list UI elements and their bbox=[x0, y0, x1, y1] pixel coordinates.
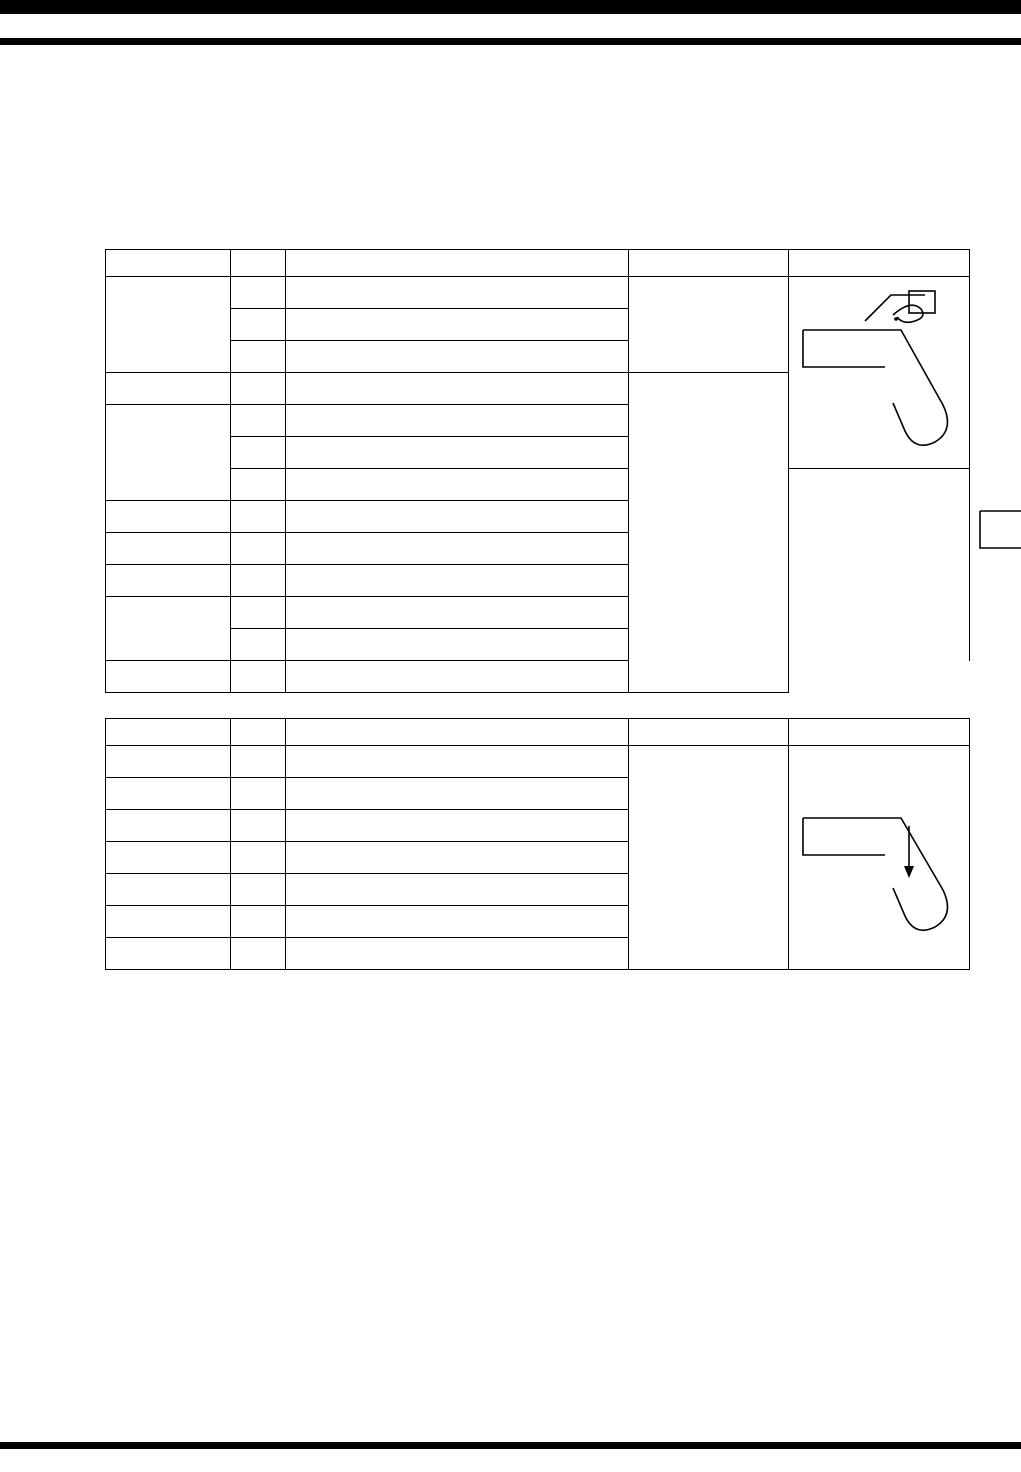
table-1-cell-desc bbox=[286, 277, 629, 309]
table-2-cell-desc bbox=[286, 810, 629, 842]
table-row bbox=[106, 277, 970, 309]
table-1 bbox=[105, 249, 970, 693]
table-1-header-name bbox=[106, 250, 231, 277]
page-footer-rule bbox=[0, 1442, 1021, 1449]
table-1-header-desc bbox=[286, 250, 629, 277]
hook-with-arrow-figure bbox=[789, 746, 970, 970]
table-2-cell-desc bbox=[286, 906, 629, 938]
table-1-cell-desc bbox=[286, 661, 629, 693]
table-1-cell-name-group-2 bbox=[106, 405, 231, 501]
table-2-cell-code bbox=[231, 874, 286, 906]
table-2-cell-code bbox=[231, 842, 286, 874]
table-1-cell-code bbox=[231, 469, 286, 501]
table-2-cell-name bbox=[106, 842, 231, 874]
hook-with-loop-figure bbox=[789, 277, 970, 469]
table-2-cell-desc bbox=[286, 842, 629, 874]
table-2-cell-range-group bbox=[629, 746, 789, 970]
table-2-cell-code bbox=[231, 906, 286, 938]
table-2-cell-name bbox=[106, 906, 231, 938]
table-1-cell-code bbox=[231, 405, 286, 437]
table-2-cell-name bbox=[106, 746, 231, 778]
table-row bbox=[106, 746, 970, 778]
table-1-cell-desc bbox=[286, 437, 629, 469]
table-1-cell-name bbox=[106, 533, 231, 565]
table-row bbox=[106, 501, 970, 533]
table-2-cell-code bbox=[231, 778, 286, 810]
table-row bbox=[106, 629, 970, 661]
table-1-cell-range-group-2 bbox=[629, 373, 789, 693]
table-1-cell-desc bbox=[286, 341, 629, 373]
table-1-cell-code bbox=[231, 661, 286, 693]
table-1-cell-desc bbox=[286, 405, 629, 437]
table-2-cell-code bbox=[231, 810, 286, 842]
table-row bbox=[106, 597, 970, 629]
table-2-header-desc bbox=[286, 719, 629, 746]
table-2-cell-name bbox=[106, 874, 231, 906]
table-1-cell-code bbox=[231, 341, 286, 373]
table-1-cell-name bbox=[106, 661, 231, 693]
table-1-cell-code bbox=[231, 597, 286, 629]
table-1-header-row bbox=[106, 250, 970, 277]
table-1-header-figure bbox=[789, 250, 970, 277]
table-row bbox=[106, 661, 970, 693]
table-2 bbox=[105, 718, 970, 970]
table-2-cell-desc bbox=[286, 746, 629, 778]
table-1-cell-name bbox=[106, 501, 231, 533]
table-1-cell-name-group-1 bbox=[106, 277, 231, 373]
table-1-cell-name bbox=[106, 565, 231, 597]
table-1-header-code bbox=[231, 250, 286, 277]
table-1-cell-code bbox=[231, 309, 286, 341]
table-2-cell-name bbox=[106, 938, 231, 970]
table-1-cell-code bbox=[231, 277, 286, 309]
table-1-cell-code bbox=[231, 533, 286, 565]
table-2-header-figure bbox=[789, 719, 970, 746]
table-2-cell-desc bbox=[286, 938, 629, 970]
table-2-cell-desc bbox=[286, 778, 629, 810]
table-1-cell-desc bbox=[286, 469, 629, 501]
table-1-cell-desc bbox=[286, 501, 629, 533]
page-header-rule bbox=[0, 38, 1021, 45]
page-header-bar bbox=[0, 0, 1021, 14]
hook-with-circle-drawing bbox=[970, 453, 1021, 645]
table-1-cell-code bbox=[231, 437, 286, 469]
table-2-header-range bbox=[629, 719, 789, 746]
table-1-cell-desc bbox=[286, 309, 629, 341]
table-2-cell-name bbox=[106, 810, 231, 842]
hook-with-arrow-drawing bbox=[793, 778, 965, 938]
table-2-cell-name bbox=[106, 778, 231, 810]
table-1-cell-code bbox=[231, 629, 286, 661]
table-2-cell-desc bbox=[286, 874, 629, 906]
table-1-cell-code bbox=[231, 501, 286, 533]
table-row bbox=[106, 565, 970, 597]
table-1-cell-code bbox=[231, 373, 286, 405]
table-1-cell-desc bbox=[286, 629, 629, 661]
table-row bbox=[106, 533, 970, 565]
table-1-cell-range-group-1 bbox=[629, 277, 789, 373]
table-1-cell-code bbox=[231, 565, 286, 597]
table-1-cell-desc bbox=[286, 597, 629, 629]
table-2-header-row bbox=[106, 719, 970, 746]
table-row bbox=[106, 469, 970, 501]
table-1-cell-desc bbox=[286, 533, 629, 565]
table-1-header-range bbox=[629, 250, 789, 277]
table-1-cell-name bbox=[106, 373, 231, 405]
table-1-cell-name-group-3 bbox=[106, 597, 231, 661]
table-1-cell-desc bbox=[286, 373, 629, 405]
table-2-header-name bbox=[106, 719, 231, 746]
hook-with-loop-drawing bbox=[793, 285, 965, 460]
table-2-cell-code bbox=[231, 938, 286, 970]
table-1-cell-desc bbox=[286, 565, 629, 597]
table-2-header-code bbox=[231, 719, 286, 746]
table-2-cell-code bbox=[231, 746, 286, 778]
